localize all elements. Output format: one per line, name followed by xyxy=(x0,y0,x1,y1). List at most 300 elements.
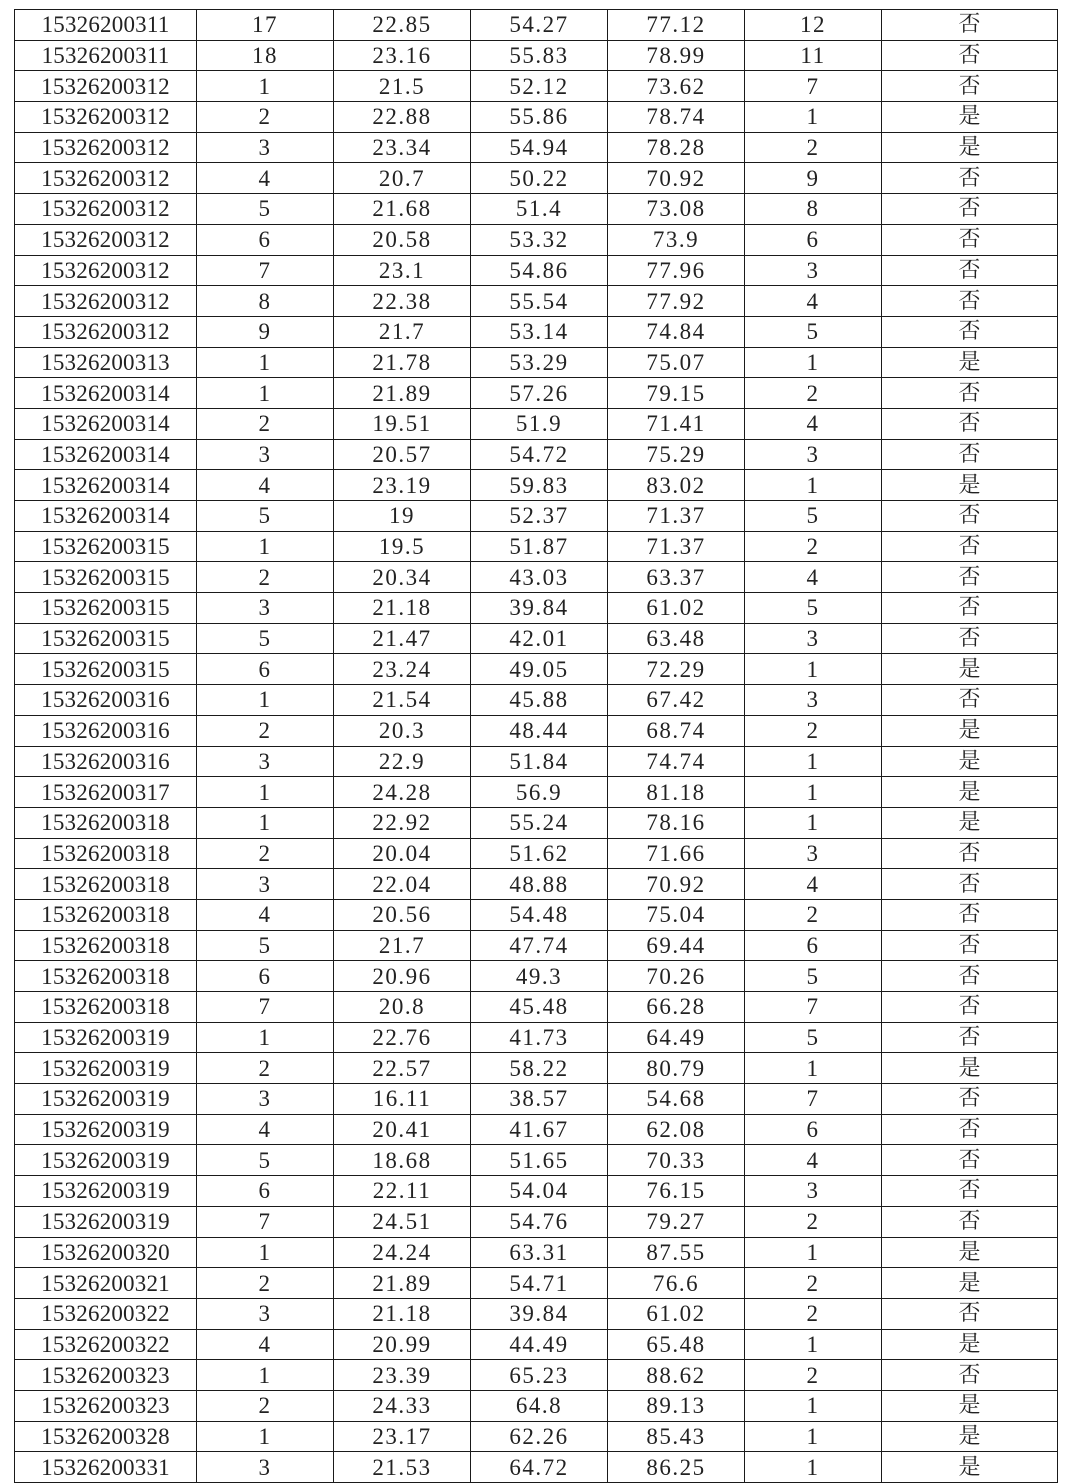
table-row xyxy=(15,1298,1058,1329)
table-row xyxy=(15,1360,1058,1391)
score-a-cell: 21.7 xyxy=(334,316,471,347)
selected-flag-cell: 否 xyxy=(882,992,1058,1023)
rank-order-cell: 2 xyxy=(197,408,334,439)
score-b-cell: 38.57 xyxy=(471,1084,608,1115)
table-row xyxy=(15,255,1058,286)
score-b-cell: 58.22 xyxy=(471,1053,608,1084)
score-b-cell: 43.03 xyxy=(471,562,608,593)
group-rank-cell: 2 xyxy=(745,1206,882,1237)
selected-flag-cell: 否 xyxy=(882,316,1058,347)
group-rank-cell: 6 xyxy=(745,1114,882,1145)
group-rank-cell: 6 xyxy=(745,930,882,961)
score-a-cell: 19.51 xyxy=(334,408,471,439)
rank-order-cell: 3 xyxy=(197,439,334,470)
selected-flag-cell: 是 xyxy=(882,1268,1058,1299)
table-row xyxy=(15,224,1058,255)
group-id-cell: 15326200318 xyxy=(15,899,197,930)
rank-order-cell: 18 xyxy=(197,40,334,71)
table-row xyxy=(15,992,1058,1023)
score-b-cell: 47.74 xyxy=(471,930,608,961)
group-rank-cell: 4 xyxy=(745,562,882,593)
selected-flag-cell: 否 xyxy=(882,378,1058,409)
score-b-cell: 62.26 xyxy=(471,1421,608,1452)
total-score-cell: 75.29 xyxy=(608,439,745,470)
rank-order-cell: 6 xyxy=(197,654,334,685)
group-id-cell: 15326200318 xyxy=(15,961,197,992)
selected-flag-cell: 是 xyxy=(882,1390,1058,1421)
group-rank-cell: 7 xyxy=(745,71,882,102)
total-score-cell: 70.92 xyxy=(608,163,745,194)
total-score-cell: 71.37 xyxy=(608,501,745,532)
group-id-cell: 15326200315 xyxy=(15,562,197,593)
score-a-cell: 21.54 xyxy=(334,685,471,716)
group-rank-cell: 1 xyxy=(745,777,882,808)
selected-flag-cell: 否 xyxy=(882,930,1058,961)
selected-flag-cell: 是 xyxy=(882,347,1058,378)
score-b-cell: 44.49 xyxy=(471,1329,608,1360)
selected-flag-cell: 否 xyxy=(882,593,1058,624)
total-score-cell: 88.62 xyxy=(608,1360,745,1391)
total-score-cell: 71.66 xyxy=(608,838,745,869)
table-row xyxy=(15,40,1058,71)
group-id-cell: 15326200312 xyxy=(15,102,197,133)
selected-flag-cell: 是 xyxy=(882,807,1058,838)
total-score-cell: 74.84 xyxy=(608,316,745,347)
total-score-cell: 68.74 xyxy=(608,715,745,746)
group-id-cell: 15326200314 xyxy=(15,501,197,532)
selected-flag-cell: 是 xyxy=(882,777,1058,808)
total-score-cell: 78.28 xyxy=(608,132,745,163)
table-row xyxy=(15,1329,1058,1360)
score-b-cell: 51.84 xyxy=(471,746,608,777)
table-row xyxy=(15,623,1058,654)
total-score-cell: 77.92 xyxy=(608,286,745,317)
score-a-cell: 20.99 xyxy=(334,1329,471,1360)
table-row xyxy=(15,1084,1058,1115)
table-row xyxy=(15,1022,1058,1053)
selected-flag-cell: 是 xyxy=(882,654,1058,685)
total-score-cell: 70.92 xyxy=(608,869,745,900)
total-score-cell: 78.74 xyxy=(608,102,745,133)
group-rank-cell: 1 xyxy=(745,1452,882,1483)
table-row xyxy=(15,1390,1058,1421)
total-score-cell: 61.02 xyxy=(608,1298,745,1329)
group-id-cell: 15326200312 xyxy=(15,163,197,194)
total-score-cell: 73.62 xyxy=(608,71,745,102)
score-a-cell: 20.04 xyxy=(334,838,471,869)
group-id-cell: 15326200317 xyxy=(15,777,197,808)
table-row xyxy=(15,869,1058,900)
total-score-cell: 75.07 xyxy=(608,347,745,378)
group-rank-cell: 3 xyxy=(745,439,882,470)
group-rank-cell: 1 xyxy=(745,1390,882,1421)
group-rank-cell: 6 xyxy=(745,224,882,255)
group-id-cell: 15326200314 xyxy=(15,439,197,470)
score-b-cell: 54.27 xyxy=(471,10,608,41)
group-rank-cell: 4 xyxy=(745,408,882,439)
total-score-cell: 75.04 xyxy=(608,899,745,930)
score-b-cell: 51.9 xyxy=(471,408,608,439)
score-a-cell: 24.24 xyxy=(334,1237,471,1268)
score-b-cell: 59.83 xyxy=(471,470,608,501)
rank-order-cell: 1 xyxy=(197,71,334,102)
rank-order-cell: 2 xyxy=(197,102,334,133)
rank-order-cell: 4 xyxy=(197,899,334,930)
score-a-cell: 21.47 xyxy=(334,623,471,654)
total-score-cell: 71.37 xyxy=(608,531,745,562)
rank-order-cell: 3 xyxy=(197,1084,334,1115)
group-id-cell: 15326200312 xyxy=(15,286,197,317)
total-score-cell: 71.41 xyxy=(608,408,745,439)
group-id-cell: 15326200322 xyxy=(15,1329,197,1360)
table-row xyxy=(15,163,1058,194)
rank-order-cell: 5 xyxy=(197,623,334,654)
table-row xyxy=(15,930,1058,961)
total-score-cell: 79.15 xyxy=(608,378,745,409)
score-a-cell: 20.41 xyxy=(334,1114,471,1145)
score-a-cell: 20.8 xyxy=(334,992,471,1023)
score-a-cell: 23.16 xyxy=(334,40,471,71)
total-score-cell: 64.49 xyxy=(608,1022,745,1053)
selected-flag-cell: 是 xyxy=(882,1421,1058,1452)
selected-flag-cell: 否 xyxy=(882,71,1058,102)
total-score-cell: 61.02 xyxy=(608,593,745,624)
score-a-cell: 19.5 xyxy=(334,531,471,562)
rank-order-cell: 5 xyxy=(197,194,334,225)
total-score-cell: 80.79 xyxy=(608,1053,745,1084)
score-a-cell: 20.57 xyxy=(334,439,471,470)
table-row xyxy=(15,1114,1058,1145)
rank-order-cell: 4 xyxy=(197,1114,334,1145)
group-id-cell: 15326200315 xyxy=(15,593,197,624)
group-id-cell: 15326200319 xyxy=(15,1053,197,1084)
group-id-cell: 15326200319 xyxy=(15,1022,197,1053)
group-rank-cell: 5 xyxy=(745,961,882,992)
rank-order-cell: 7 xyxy=(197,1206,334,1237)
group-id-cell: 15326200311 xyxy=(15,10,197,41)
total-score-cell: 63.48 xyxy=(608,623,745,654)
table-row xyxy=(15,286,1058,317)
group-id-cell: 15326200313 xyxy=(15,347,197,378)
table-row xyxy=(15,531,1058,562)
group-id-cell: 15326200319 xyxy=(15,1145,197,1176)
table-row xyxy=(15,378,1058,409)
group-id-cell: 15326200312 xyxy=(15,316,197,347)
table-row xyxy=(15,408,1058,439)
group-rank-cell: 9 xyxy=(745,163,882,194)
group-rank-cell: 1 xyxy=(745,102,882,133)
table-row xyxy=(15,1145,1058,1176)
group-id-cell: 15326200318 xyxy=(15,930,197,961)
group-rank-cell: 11 xyxy=(745,40,882,71)
rank-order-cell: 1 xyxy=(197,378,334,409)
rank-order-cell: 1 xyxy=(197,685,334,716)
group-rank-cell: 2 xyxy=(745,1268,882,1299)
rank-order-cell: 3 xyxy=(197,1298,334,1329)
rank-order-cell: 1 xyxy=(197,1360,334,1391)
group-rank-cell: 3 xyxy=(745,255,882,286)
group-id-cell: 15326200315 xyxy=(15,654,197,685)
total-score-cell: 70.33 xyxy=(608,1145,745,1176)
table-row xyxy=(15,1176,1058,1207)
selected-flag-cell: 否 xyxy=(882,685,1058,716)
group-id-cell: 15326200319 xyxy=(15,1084,197,1115)
score-a-cell: 21.18 xyxy=(334,593,471,624)
table-row xyxy=(15,194,1058,225)
group-rank-cell: 5 xyxy=(745,593,882,624)
table-row xyxy=(15,10,1058,41)
score-a-cell: 20.3 xyxy=(334,715,471,746)
group-id-cell: 15326200316 xyxy=(15,685,197,716)
total-score-cell: 86.25 xyxy=(608,1452,745,1483)
score-a-cell: 22.9 xyxy=(334,746,471,777)
score-b-cell: 53.29 xyxy=(471,347,608,378)
score-b-cell: 54.48 xyxy=(471,899,608,930)
table-row xyxy=(15,1421,1058,1452)
group-id-cell: 15326200328 xyxy=(15,1421,197,1452)
total-score-cell: 74.74 xyxy=(608,746,745,777)
selected-flag-cell: 否 xyxy=(882,869,1058,900)
selected-flag-cell: 否 xyxy=(882,501,1058,532)
group-id-cell: 15326200319 xyxy=(15,1114,197,1145)
score-a-cell: 23.24 xyxy=(334,654,471,685)
total-score-cell: 70.26 xyxy=(608,961,745,992)
group-id-cell: 15326200320 xyxy=(15,1237,197,1268)
group-id-cell: 15326200314 xyxy=(15,470,197,501)
rank-order-cell: 2 xyxy=(197,838,334,869)
group-rank-cell: 8 xyxy=(745,194,882,225)
group-rank-cell: 1 xyxy=(745,746,882,777)
rank-order-cell: 3 xyxy=(197,746,334,777)
score-b-cell: 54.86 xyxy=(471,255,608,286)
group-rank-cell: 2 xyxy=(745,715,882,746)
table-row xyxy=(15,685,1058,716)
score-b-cell: 64.8 xyxy=(471,1390,608,1421)
group-rank-cell: 1 xyxy=(745,807,882,838)
group-id-cell: 15326200314 xyxy=(15,378,197,409)
score-b-cell: 51.4 xyxy=(471,194,608,225)
selected-flag-cell: 否 xyxy=(882,1298,1058,1329)
rank-order-cell: 5 xyxy=(197,930,334,961)
score-b-cell: 41.73 xyxy=(471,1022,608,1053)
group-rank-cell: 7 xyxy=(745,1084,882,1115)
score-a-cell: 21.89 xyxy=(334,378,471,409)
group-id-cell: 15326200319 xyxy=(15,1176,197,1207)
score-b-cell: 55.83 xyxy=(471,40,608,71)
score-a-cell: 20.34 xyxy=(334,562,471,593)
score-b-cell: 54.76 xyxy=(471,1206,608,1237)
selected-flag-cell: 否 xyxy=(882,623,1058,654)
score-b-cell: 48.44 xyxy=(471,715,608,746)
total-score-cell: 76.15 xyxy=(608,1176,745,1207)
score-b-cell: 65.23 xyxy=(471,1360,608,1391)
score-b-cell: 39.84 xyxy=(471,593,608,624)
table-row xyxy=(15,899,1058,930)
total-score-cell: 77.12 xyxy=(608,10,745,41)
score-a-cell: 23.17 xyxy=(334,1421,471,1452)
group-id-cell: 15326200322 xyxy=(15,1298,197,1329)
score-a-cell: 21.7 xyxy=(334,930,471,961)
score-a-cell: 23.39 xyxy=(334,1360,471,1391)
rank-order-cell: 5 xyxy=(197,501,334,532)
group-id-cell: 15326200315 xyxy=(15,623,197,654)
rank-order-cell: 7 xyxy=(197,992,334,1023)
group-rank-cell: 5 xyxy=(745,1022,882,1053)
selected-flag-cell: 否 xyxy=(882,1360,1058,1391)
table-body xyxy=(15,10,1058,1483)
score-b-cell: 55.24 xyxy=(471,807,608,838)
rank-order-cell: 2 xyxy=(197,1053,334,1084)
group-rank-cell: 3 xyxy=(745,838,882,869)
score-b-cell: 49.3 xyxy=(471,961,608,992)
group-id-cell: 15326200316 xyxy=(15,746,197,777)
table-row xyxy=(15,562,1058,593)
score-b-cell: 51.87 xyxy=(471,531,608,562)
rank-order-cell: 1 xyxy=(197,807,334,838)
total-score-cell: 72.29 xyxy=(608,654,745,685)
score-a-cell: 22.76 xyxy=(334,1022,471,1053)
table-row xyxy=(15,654,1058,685)
total-score-cell: 62.08 xyxy=(608,1114,745,1145)
score-b-cell: 54.94 xyxy=(471,132,608,163)
total-score-cell: 67.42 xyxy=(608,685,745,716)
score-b-cell: 49.05 xyxy=(471,654,608,685)
group-rank-cell: 2 xyxy=(745,132,882,163)
score-b-cell: 63.31 xyxy=(471,1237,608,1268)
total-score-cell: 73.08 xyxy=(608,194,745,225)
selected-flag-cell: 否 xyxy=(882,163,1058,194)
group-rank-cell: 1 xyxy=(745,470,882,501)
group-id-cell: 15326200312 xyxy=(15,194,197,225)
score-a-cell: 20.58 xyxy=(334,224,471,255)
table-row xyxy=(15,1452,1058,1483)
group-id-cell: 15326200323 xyxy=(15,1390,197,1421)
score-b-cell: 45.88 xyxy=(471,685,608,716)
score-b-cell: 51.62 xyxy=(471,838,608,869)
rank-order-cell: 2 xyxy=(197,562,334,593)
score-a-cell: 21.68 xyxy=(334,194,471,225)
rank-order-cell: 4 xyxy=(197,163,334,194)
score-a-cell: 21.5 xyxy=(334,71,471,102)
group-rank-cell: 5 xyxy=(745,501,882,532)
group-rank-cell: 2 xyxy=(745,1360,882,1391)
rank-order-cell: 3 xyxy=(197,132,334,163)
rank-order-cell: 1 xyxy=(197,1022,334,1053)
table-row xyxy=(15,102,1058,133)
score-a-cell: 22.11 xyxy=(334,1176,471,1207)
group-id-cell: 15326200312 xyxy=(15,71,197,102)
total-score-cell: 66.28 xyxy=(608,992,745,1023)
rank-order-cell: 6 xyxy=(197,961,334,992)
selected-flag-cell: 否 xyxy=(882,1176,1058,1207)
selected-flag-cell: 是 xyxy=(882,1053,1058,1084)
total-score-cell: 89.13 xyxy=(608,1390,745,1421)
total-score-cell: 77.96 xyxy=(608,255,745,286)
selected-flag-cell: 否 xyxy=(882,838,1058,869)
group-id-cell: 15326200312 xyxy=(15,255,197,286)
score-b-cell: 48.88 xyxy=(471,869,608,900)
score-a-cell: 20.96 xyxy=(334,961,471,992)
group-rank-cell: 4 xyxy=(745,1145,882,1176)
total-score-cell: 81.18 xyxy=(608,777,745,808)
selected-flag-cell: 否 xyxy=(882,1022,1058,1053)
rank-order-cell: 2 xyxy=(197,1268,334,1299)
total-score-cell: 54.68 xyxy=(608,1084,745,1115)
table-row xyxy=(15,1206,1058,1237)
selected-flag-cell: 否 xyxy=(882,286,1058,317)
rank-order-cell: 7 xyxy=(197,255,334,286)
table-row xyxy=(15,1237,1058,1268)
score-a-cell: 21.89 xyxy=(334,1268,471,1299)
group-rank-cell: 2 xyxy=(745,1298,882,1329)
total-score-cell: 76.6 xyxy=(608,1268,745,1299)
score-a-cell: 22.92 xyxy=(334,807,471,838)
score-b-cell: 54.71 xyxy=(471,1268,608,1299)
score-a-cell: 22.04 xyxy=(334,869,471,900)
group-rank-cell: 3 xyxy=(745,685,882,716)
selected-flag-cell: 是 xyxy=(882,1329,1058,1360)
score-a-cell: 22.38 xyxy=(334,286,471,317)
group-rank-cell: 4 xyxy=(745,869,882,900)
group-id-cell: 15326200331 xyxy=(15,1452,197,1483)
selected-flag-cell: 是 xyxy=(882,1237,1058,1268)
group-id-cell: 15326200314 xyxy=(15,408,197,439)
score-a-cell: 24.33 xyxy=(334,1390,471,1421)
score-b-cell: 50.22 xyxy=(471,163,608,194)
score-b-cell: 52.12 xyxy=(471,71,608,102)
score-a-cell: 22.85 xyxy=(334,10,471,41)
selected-flag-cell: 否 xyxy=(882,531,1058,562)
rank-order-cell: 3 xyxy=(197,593,334,624)
selected-flag-cell: 否 xyxy=(882,1145,1058,1176)
table-row xyxy=(15,470,1058,501)
total-score-cell: 65.48 xyxy=(608,1329,745,1360)
group-id-cell: 15326200321 xyxy=(15,1268,197,1299)
score-b-cell: 53.32 xyxy=(471,224,608,255)
selected-flag-cell: 否 xyxy=(882,899,1058,930)
selected-flag-cell: 否 xyxy=(882,562,1058,593)
selected-flag-cell: 是 xyxy=(882,132,1058,163)
selected-flag-cell: 否 xyxy=(882,1084,1058,1115)
score-b-cell: 54.72 xyxy=(471,439,608,470)
selected-flag-cell: 否 xyxy=(882,10,1058,41)
group-rank-cell: 1 xyxy=(745,347,882,378)
score-b-cell: 55.86 xyxy=(471,102,608,133)
rank-order-cell: 6 xyxy=(197,224,334,255)
total-score-cell: 78.99 xyxy=(608,40,745,71)
selected-flag-cell: 是 xyxy=(882,1452,1058,1483)
total-score-cell: 87.55 xyxy=(608,1237,745,1268)
selected-flag-cell: 否 xyxy=(882,194,1058,225)
total-score-cell: 83.02 xyxy=(608,470,745,501)
selected-flag-cell: 是 xyxy=(882,746,1058,777)
group-id-cell: 15326200318 xyxy=(15,807,197,838)
table-row xyxy=(15,961,1058,992)
selected-flag-cell: 否 xyxy=(882,408,1058,439)
group-rank-cell: 2 xyxy=(745,531,882,562)
table-row xyxy=(15,439,1058,470)
selected-flag-cell: 是 xyxy=(882,102,1058,133)
group-rank-cell: 1 xyxy=(745,1053,882,1084)
score-b-cell: 42.01 xyxy=(471,623,608,654)
total-score-cell: 85.43 xyxy=(608,1421,745,1452)
score-a-cell: 23.34 xyxy=(334,132,471,163)
group-id-cell: 15326200318 xyxy=(15,869,197,900)
group-rank-cell: 2 xyxy=(745,378,882,409)
rank-order-cell: 1 xyxy=(197,1237,334,1268)
total-score-cell: 79.27 xyxy=(608,1206,745,1237)
table-row xyxy=(15,593,1058,624)
